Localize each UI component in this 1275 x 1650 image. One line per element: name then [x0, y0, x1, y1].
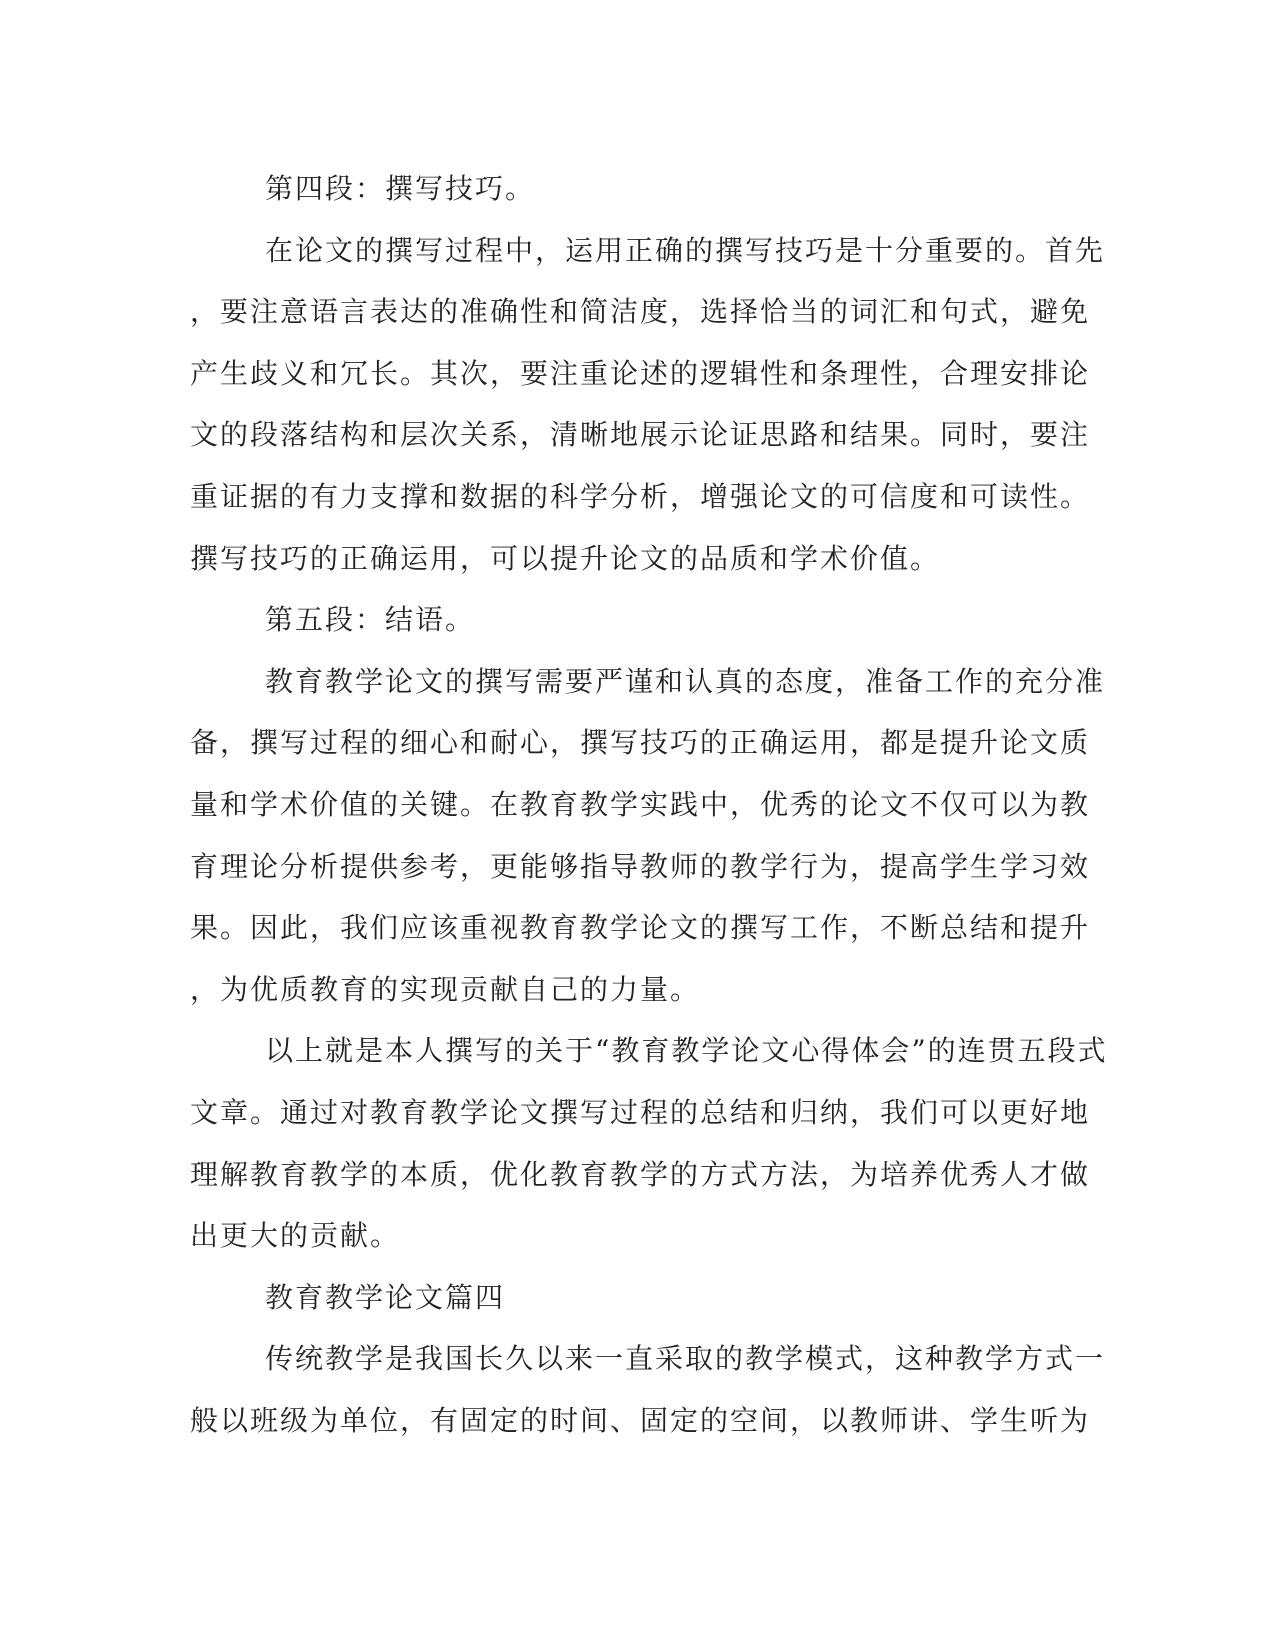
text-line: 量和学术价值的关键。在教育教学实践中，优秀的论文不仅可以为教	[190, 787, 1091, 821]
text-line: 理解教育教学的本质，优化教育教学的方式方法，为培养优秀人才做	[190, 1157, 1091, 1191]
text-line: 出更大的贡献。	[190, 1219, 401, 1253]
text-line: 果。因此，我们应该重视教育教学论文的撰写工作，不断总结和提升	[190, 911, 1091, 945]
text-line: 文章。通过对教育教学论文撰写过程的总结和归纳，我们可以更好地	[190, 1095, 1091, 1129]
text-line: 撰写技巧的正确运用，可以提升论文的品质和学术价值。	[190, 541, 941, 575]
text-line: 备，撰写过程的细心和耐心，撰写技巧的正确运用，都是提升论文质	[190, 726, 1091, 760]
article-heading: 教育教学论文篇四	[265, 1280, 506, 1314]
text-line: 育理论分析提供参考，更能够指导教师的教学行为，提高学生学习效	[190, 849, 1091, 883]
text-line: ，为优质教育的实现贡献自己的力量。	[190, 972, 701, 1006]
text-line: 传统教学是我国长久以来一直采取的教学模式，这种教学方式一	[265, 1342, 1106, 1376]
text-line: 教育教学论文的撰写需要严谨和认真的态度，准备工作的充分准	[265, 664, 1106, 698]
text-line: 文的段落结构和层次关系，清晰地展示论证思路和结果。同时，要注	[190, 418, 1091, 452]
section-heading-part5: 第五段：结语。	[265, 603, 476, 637]
text-line: ，要注意语言表达的准确性和简洁度，选择恰当的词汇和句式，避免	[190, 295, 1091, 329]
section-heading-part4: 第四段：撰写技巧。	[265, 172, 536, 205]
text-line: 般以班级为单位，有固定的时间、固定的空间，以教师讲、学生听为	[190, 1403, 1091, 1437]
text-line: 产生歧义和冗长。其次，要注重论述的逻辑性和条理性，合理安排论	[190, 356, 1091, 390]
text-line: 以上就是本人撰写的关于“教育教学论文心得体会”的连贯五段式	[265, 1034, 1108, 1068]
document-body	[190, 158, 1108, 1451]
text-line: 重证据的有力支撑和数据的科学分析，增强论文的可信度和可读性。	[190, 479, 1091, 513]
text-line: 在论文的撰写过程中，运用正确的撰写技巧是十分重要的。首先	[265, 233, 1106, 267]
